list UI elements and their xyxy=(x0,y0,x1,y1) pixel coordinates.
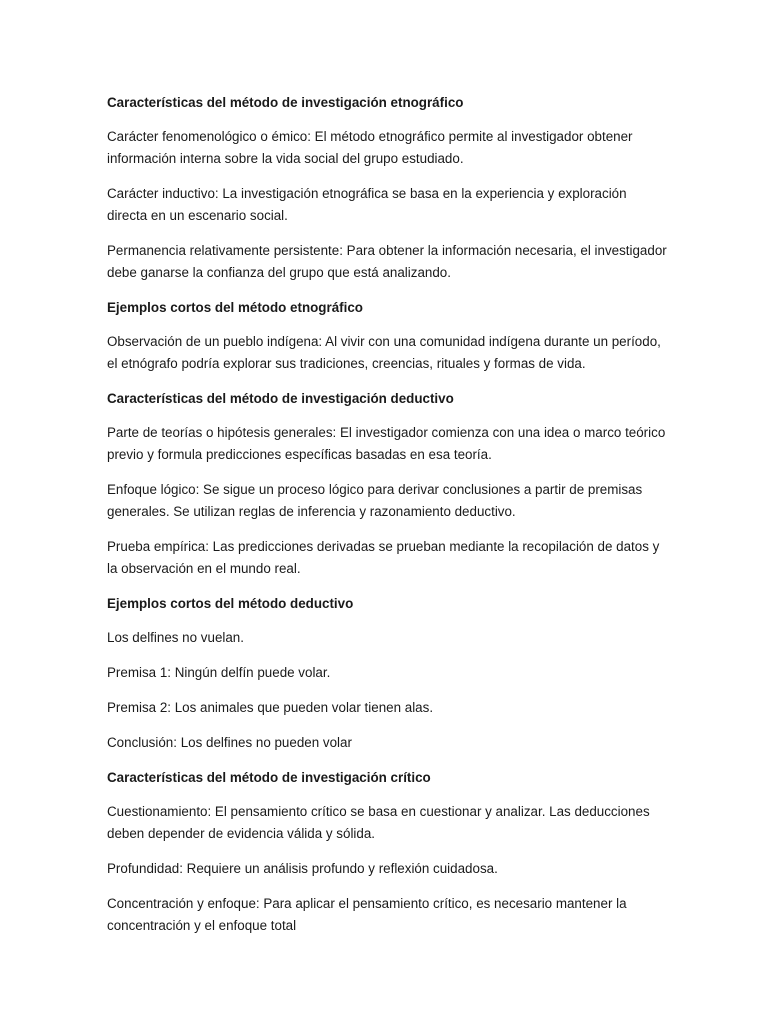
paragraph-conclusion: Conclusión: Los delfines no pueden volar xyxy=(107,735,352,750)
paragraph-permanencia: Permanencia relativamente persistente: Para obtener la información necesaria, el investigador debe ganarse la confianza del grupo que está analizando. xyxy=(107,243,667,280)
section-heading-ejemplos-etnografico: Ejemplos cortos del método etnográfico xyxy=(107,300,363,315)
paragraph-premisa-1: Premisa 1: Ningún delfín puede volar. xyxy=(107,665,331,680)
paragraph-teorias: Parte de teorías o hipótesis generales: El investigador comienza con una idea o marco teórico previo y formula predicciones específicas basadas en esa teoría. xyxy=(107,425,666,462)
paragraph-premisa-2: Premisa 2: Los animales que pueden volar tienen alas. xyxy=(107,700,434,715)
paragraph-observacion: Observación de un pueblo indígena: Al vivir con una comunidad indígena durante un período, el etnógrafo podría explorar sus tradiciones, creencias, rituales y formas de vida. xyxy=(107,334,661,371)
section-heading-ejemplos-deductivo: Ejemplos cortos del método deductivo xyxy=(107,596,354,611)
paragraph-fenomenologico: Carácter fenomenológico o émico: El método etnográfico permite al investigador obtener información interna sobre la vida social del grupo estudiado. xyxy=(107,129,633,166)
paragraph-cuestionamiento: Cuestionamiento: El pensamiento crítico se basa en cuestionar y analizar. Las deducciones deben depender de evidencia válida y sólida. xyxy=(107,804,650,841)
section-heading-deductivo: Características del método de investigación deductivo xyxy=(107,391,454,406)
document-body xyxy=(107,92,667,950)
section-heading-critico: Características del método de investigación crítico xyxy=(107,770,431,785)
paragraph-enfoque-logico: Enfoque lógico: Se sigue un proceso lógico para derivar conclusiones a partir de premisas generales. Se utilizan reglas de inferencia y razonamiento deductivo. xyxy=(107,482,643,519)
paragraph-prueba-empirica: Prueba empírica: Las predicciones derivadas se prueban mediante la recopilación de datos y la observación en el mundo real. xyxy=(107,539,660,576)
paragraph-inductivo: Carácter inductivo: La investigación etnográfica se basa en la experiencia y exploración directa en un escenario social. xyxy=(107,186,627,223)
paragraph-delfines: Los delfines no vuelan. xyxy=(107,630,244,645)
paragraph-profundidad: Profundidad: Requiere un análisis profundo y reflexión cuidadosa. xyxy=(107,861,498,876)
section-heading-etnografico: Características del método de investigación etnográfico xyxy=(107,95,464,110)
paragraph-concentracion: Concentración y enfoque: Para aplicar el pensamiento crítico, es necesario mantener la concentración y el enfoque total xyxy=(107,896,627,933)
